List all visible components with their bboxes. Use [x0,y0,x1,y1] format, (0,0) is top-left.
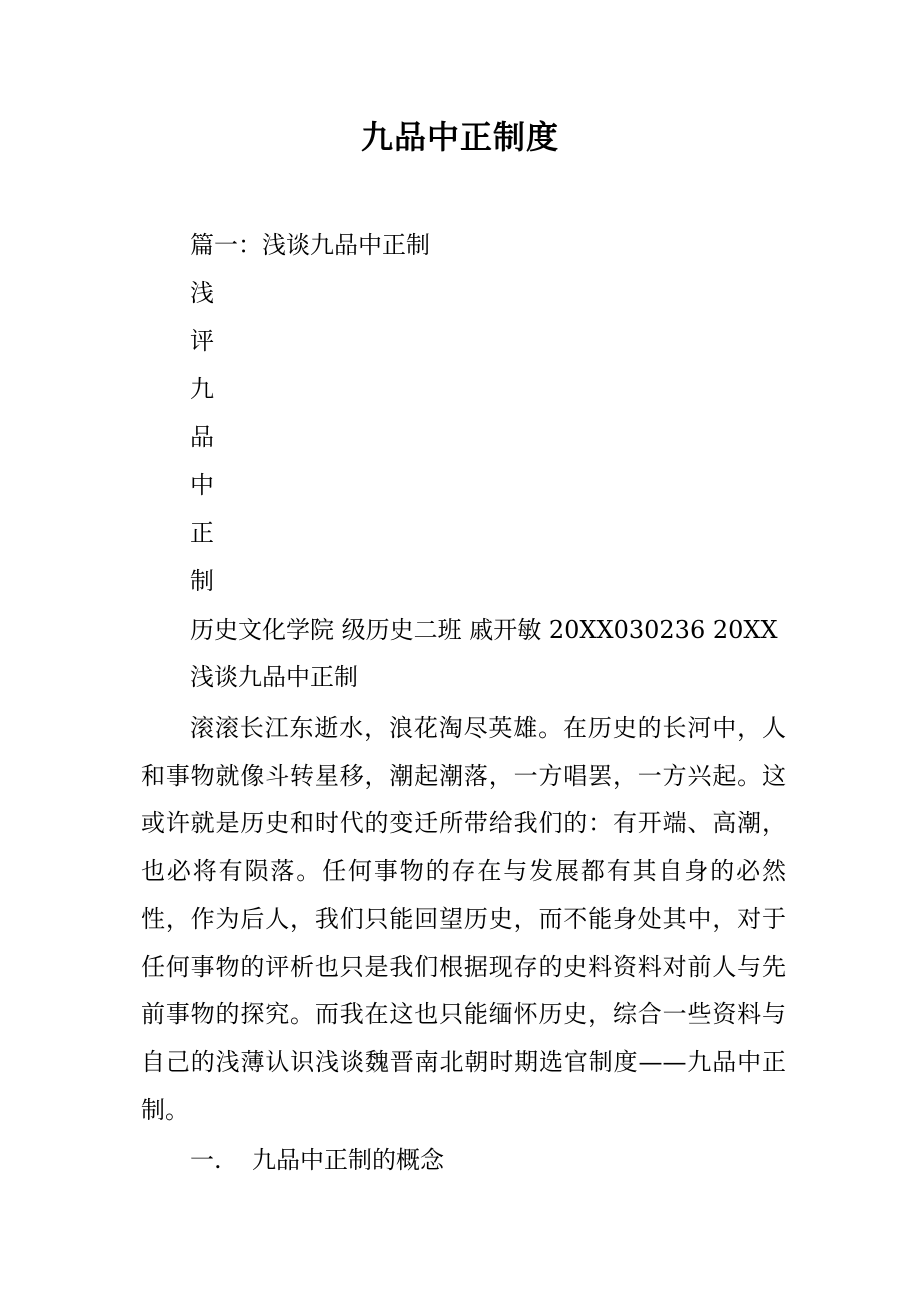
document-title: 九品中正制度 [360,118,559,156]
section-number: 一. [190,1146,222,1174]
section-title: 九品中正制的概念 [252,1146,444,1174]
article-heading: 篇一：浅谈九品中正制 [190,231,430,259]
vertical-char: 九 [190,375,214,403]
vertical-char: 制 [190,567,214,595]
vertical-char: 评 [190,327,214,355]
vertical-char: 中 [190,471,214,499]
vertical-char: 品 [190,423,214,451]
author-line: 历史文化学院 级历史二班 戚开敏 20XX030236 20XX [190,616,778,644]
vertical-char: 正 [190,519,214,547]
vertical-char: 浅 [190,279,214,307]
body-paragraph: 滚滚长江东逝水，浪花淘尽英雄。在历史的长河中，人和事物就像斗转星移，潮起潮落，一方唱罢，一方兴起。这或许就是历史和时代的变迁所带给我们的：有开端、高潮，也必将有陨落。任何事物的存在与发展都有其自身的必然性，作为后人，我们只能回望历史，而不能身处其中，对于任何事物的评析也只是我们根据现存的史料资料对前人与先前事物的探究。而我在这也只能缅怀历史，综合一些资料与自己的浅薄认识浅谈魏晋南北朝时期选官制度——九品中正制。 [141,714,786,1124]
section-heading [190,1140,444,1180]
subtitle: 浅谈九品中正制 [190,663,358,691]
